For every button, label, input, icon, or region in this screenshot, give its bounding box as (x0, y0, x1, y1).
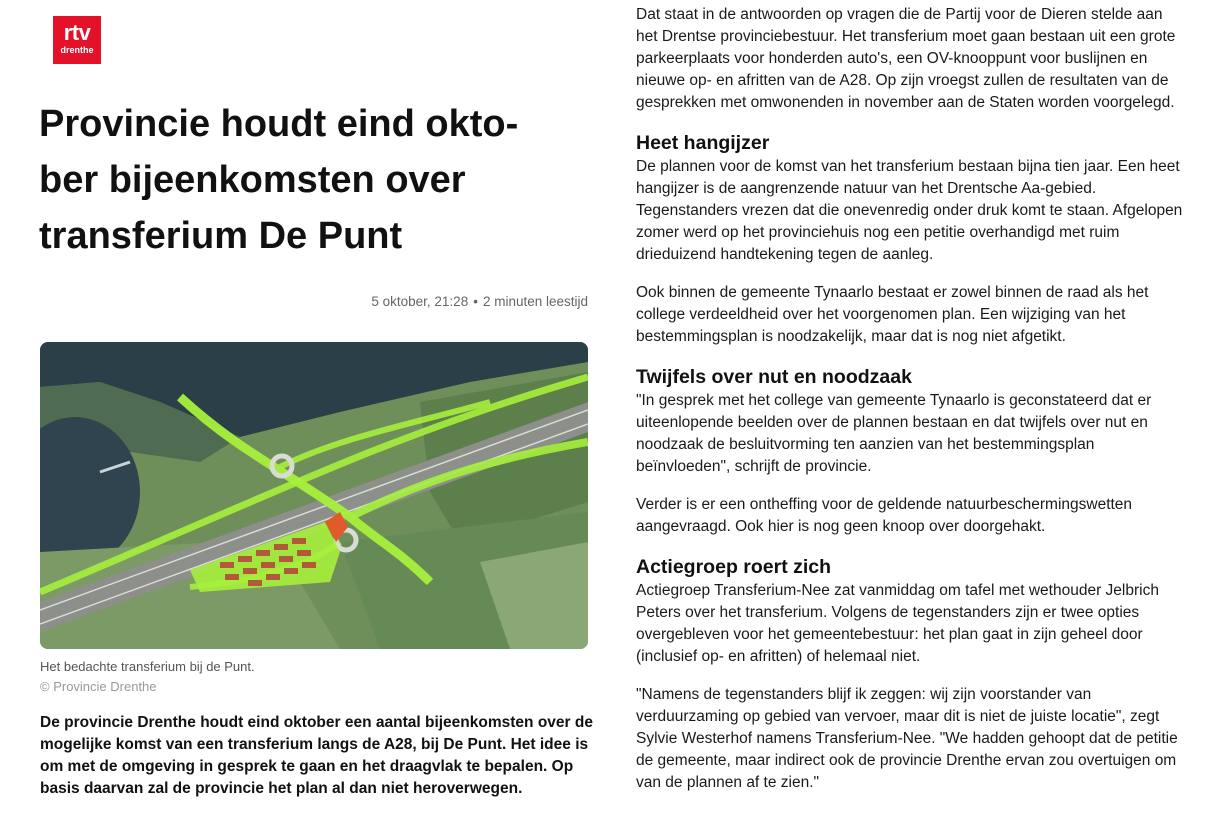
caption-text: Het bedachte transferium bij de Punt. (40, 659, 255, 674)
reading-time: 2 minuten leestijd (482, 294, 588, 309)
article-body (636, 4, 1188, 810)
logo-subtext: drenthe (60, 45, 94, 55)
subheading-heet-hangijzer: Heet hangijzer (636, 132, 770, 154)
article-title (39, 96, 579, 264)
meta-separator: • (473, 294, 478, 309)
title-line-1: Provincie houdt eind okto- (39, 103, 519, 145)
rtv-drenthe-logo[interactable] (53, 16, 101, 64)
body-paragraph-2: De plannen voor de komst van het transferium bestaan bijna tien jaar. Een heet hangijzer is de aangrenzende natuur van het Drentsche Aa-gebied. Tegenstanders vrezen dat die onevenredig onder druk komt te staan. Afgelopen zomer werd op het provinciehuis nog een petitie overhandigd met ruim drieduizend handtekening tegen de aanleg. (636, 158, 1183, 263)
body-paragraph-1: Dat staat in de antwoorden op vragen die de Partij voor de Dieren stelde aan het Drentse provinciebestuur. Het transferium moet gaan bestaan uit een grote parkeerplaats voor honderden auto's, een OV-knooppunt voor buslijnen en nieuwe op- en afritten van de A28. Op zijn vroegst zullen de resultaten van de gesprekken met omwonenden in november aan de Staten worden voorgelegd. (636, 6, 1176, 111)
logo-text: rtv (63, 20, 91, 45)
article-meta (40, 294, 588, 309)
article-lead: De provincie Drenthe houdt eind oktober een aantal bijeenkomsten over de mogelijke komst van een transferium langs de A28, bij De Punt. Het idee is om met de omgeving in gesprek te gaan en het draagvlak te bepalen. Op basis daarvan zal de provincie het plan al dan niet heroverwegen. (40, 714, 593, 797)
body-paragraph-3: Ook binnen de gemeente Tynaarlo bestaat er zowel binnen de raad als het college verdeeldheid over het voorgenomen plan. Een wijziging van het bestemmingsplan is noodzakelijk, maar dat is nog niet afgetikt. (636, 284, 1149, 345)
subheading-actiegroep: Actiegroep roert zich (636, 556, 832, 578)
body-paragraph-6: Actiegroep Transferium-Nee zat vanmiddag om tafel met wethouder Jelbrich Peters over het transferium. Volgens de tegenstanders zijn er twee opties overgebleven voor het gemeentebestuur: het plan gaat in zijn geheel door (inclusief op- en afritten) of helemaal niet. (636, 582, 1159, 665)
image-caption (40, 657, 255, 697)
subheading-twijfels: Twijfels over nut en noodzaak (636, 366, 912, 388)
article-image[interactable] (40, 342, 588, 649)
body-paragraph-5: Verder is er een ontheffing voor de geldende natuurbeschermingswetten aangevraagd. Ook hier is nog geen knoop over doorgehakt. (636, 496, 1133, 535)
transferium-aerial-illustration (40, 342, 588, 649)
publish-date: 5 oktober, 21:28 (371, 294, 469, 309)
body-paragraph-7: "Namens de tegenstanders blijf ik zeggen: wij zijn voorstander van verduurzaming op gebied van vervoer, maar dit is niet de juiste locatie", zegt Sylvie Westerhof namens Transferium-Nee. "We hadden gehoopt dat de petitie de gemeente, maar indirect ook de provincie Drenthe ervan zou overtuigen om van de plannen af te zien." (636, 686, 1178, 791)
body-paragraph-4: "In gesprek met het college van gemeente Tynaarlo is geconstateerd dat er uiteenlopende beelden over de plannen bestaan en dat twijfels over nut en noodzaak de besluitvorming ten aanzien van het bestemmingsplan beïnvloeden", schrijft de provincie. (636, 392, 1152, 475)
title-line-2: ber bijeenkomsten over (39, 159, 466, 201)
image-credit: © Provincie Drenthe (40, 679, 157, 694)
title-line-3: transferium De Punt (39, 215, 403, 257)
